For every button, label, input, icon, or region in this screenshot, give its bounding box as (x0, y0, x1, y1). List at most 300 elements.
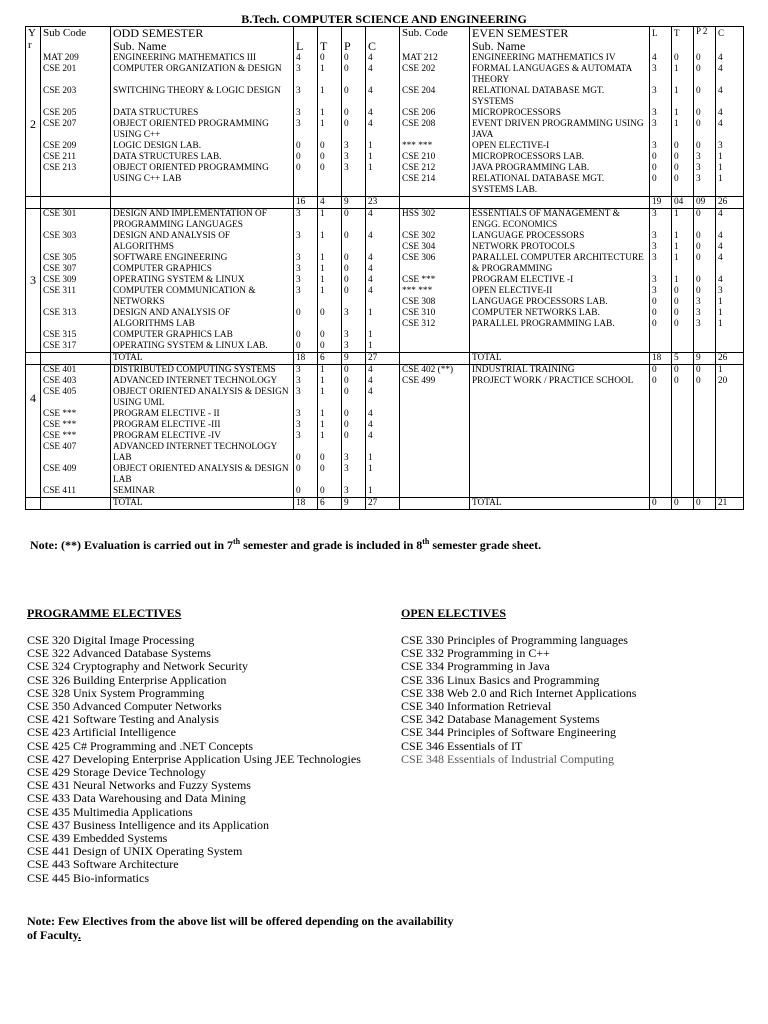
programme-electives-heading: PROGRAMME ELECTIVES (27, 606, 182, 620)
odd-code-text: CSE *** (43, 409, 77, 419)
even-t-text: 1 (674, 209, 679, 219)
odd-c-text: 4 (368, 64, 373, 74)
odd-l-text: 3 (296, 286, 301, 296)
year-cell (26, 365, 41, 388)
even-code-text: CSE *** (402, 275, 436, 285)
course-row (26, 308, 744, 330)
odd-name-text: OPERATING SYSTEM & LINUX LAB. (113, 341, 268, 351)
even-t-text: 1 (674, 86, 679, 96)
elective-item: CSE 336 Linux Basics and Programming (401, 672, 600, 687)
odd-t-text: 1 (320, 64, 325, 74)
even-p-text: 0 (696, 365, 701, 375)
odd-p-text: 0 (344, 231, 349, 241)
even-name-text: MICROPROCESSORS LAB. (472, 152, 585, 162)
odd-c-cell (366, 86, 400, 108)
even-l-cell (650, 197, 672, 209)
odd-p-text: 3 (344, 141, 349, 151)
odd-c-text: 4 (368, 86, 373, 96)
even-name-cell (470, 409, 650, 464)
even-code-text: CSE 202 (402, 64, 436, 74)
even-t-text: 0 (674, 376, 679, 386)
odd-t-text: 6 (320, 498, 325, 508)
even-p-cell (694, 387, 716, 409)
even-p-text: 3 (696, 319, 701, 329)
even-c-text: 1 (718, 308, 723, 318)
odd-t-text: 0 (320, 163, 325, 173)
odd-t-text: 1 (320, 108, 325, 118)
odd-name-text: DATA STRUCTURES LAB. (113, 152, 222, 162)
c-header: C (366, 27, 400, 54)
even-p-text: 0 (696, 253, 701, 263)
even-name-text: ENGINEERING MATHEMATICS IV (472, 53, 616, 63)
odd-name-cell (111, 197, 294, 209)
even-l-text: 0 (652, 498, 657, 508)
l-even-header: L (650, 27, 672, 54)
odd-code-cell (41, 308, 111, 330)
even-l-cell (650, 253, 672, 308)
odd-p-text: 3 (344, 330, 349, 340)
elective-item: CSE 350 Advanced Computer Networks (27, 699, 222, 714)
even-l-cell (650, 209, 672, 232)
odd-c-cell (366, 387, 400, 409)
even-p-text: 09 (696, 197, 706, 207)
odd-c-text: 4 (368, 286, 373, 296)
even-c-cell (716, 464, 744, 486)
faculty-note-period: . (78, 928, 81, 942)
odd-t-cell (318, 387, 342, 409)
l-header: L (294, 27, 318, 54)
odd-code-text: CSE 307 (43, 264, 77, 274)
year-cell (26, 387, 41, 409)
odd-p-text: 3 (344, 464, 349, 474)
year-text: 3 (30, 273, 36, 287)
odd-l-text: 0 (296, 163, 301, 173)
odd-p-text: 0 (344, 119, 349, 129)
note-text-a: Note: (**) Evaluation is carried out in 7 (30, 538, 233, 552)
even-code-cell (400, 108, 470, 141)
even-p-cell (694, 231, 716, 253)
odd-p-cell (342, 86, 366, 108)
odd-c-text: 4 (368, 119, 373, 129)
odd-l-cell (294, 330, 318, 353)
odd-c-text: 1 (368, 453, 373, 463)
odd-p-cell (342, 498, 366, 510)
even-c-text: 1 (718, 319, 723, 329)
odd-c-text: 4 (368, 387, 373, 397)
even-t-cell (672, 330, 694, 353)
even-l-text: 3 (652, 253, 657, 263)
odd-code-text: CSE 317 (43, 341, 77, 351)
course-row (26, 409, 744, 464)
odd-name-cell (111, 498, 294, 510)
odd-c-cell (366, 353, 400, 365)
even-semester-label: EVEN SEMESTER (472, 26, 569, 40)
odd-c-cell (366, 308, 400, 330)
odd-c-text: 1 (368, 308, 373, 318)
even-code-cell (400, 498, 470, 510)
odd-code-text: CSE 409 (43, 464, 77, 474)
even-code-text: CSE 204 (402, 86, 436, 96)
even-l-text: 3 (652, 119, 657, 129)
odd-name-cell (111, 209, 294, 232)
even-p-text: 0 (696, 86, 701, 96)
odd-name-text: TOTAL (113, 353, 143, 363)
even-t-cell (672, 365, 694, 388)
even-name-text: RELATIONAL DATABASE MGT. SYSTEMS LAB. (472, 174, 605, 195)
odd-l-text: 4 (296, 53, 301, 63)
odd-t-text: 1 (320, 365, 325, 375)
even-p-text: 0 (696, 209, 701, 219)
odd-p-cell (342, 409, 366, 464)
elective-item: CSE 421 Software Testing and Analysis (27, 712, 219, 727)
even-t-cell (672, 209, 694, 232)
even-p-cell (694, 486, 716, 498)
course-row (26, 330, 744, 353)
even-t-cell (672, 353, 694, 365)
odd-l-cell (294, 486, 318, 498)
even-c-text: 4 (718, 53, 723, 63)
even-code-text: CSE 402 (**) (402, 365, 454, 375)
year-header: Y r (26, 27, 41, 54)
odd-c-text: 4 (368, 264, 373, 274)
even-name-text: PARALLEL COMPUTER ARCHITECTURE & PROGRAMMING (472, 253, 644, 274)
sub-name-header: Sub. Name (113, 39, 167, 53)
year-cell (26, 486, 41, 498)
even-name-text: FORMAL LANGUAGES & AUTOMATA THEORY (472, 64, 632, 85)
odd-p-text: 3 (344, 163, 349, 173)
even-l-cell (650, 409, 672, 464)
even-code-text: CSE 306 (402, 253, 436, 263)
odd-t-cell (318, 197, 342, 209)
evaluation-note (30, 537, 541, 553)
even-code-text: MAT 212 (402, 53, 438, 63)
even-l-cell (650, 498, 672, 510)
odd-t-text: 1 (320, 86, 325, 96)
odd-c-text: 1 (368, 464, 373, 474)
odd-l-text: 3 (296, 409, 301, 419)
odd-t-text: 0 (320, 308, 325, 318)
even-name-text: LANGUAGE PROCESSORS LAB. (472, 297, 608, 307)
even-t-text: 1 (674, 275, 679, 285)
odd-p-text: 9 (344, 353, 349, 363)
even-code-cell (400, 308, 470, 330)
even-c-text: 4 (718, 242, 723, 252)
even-c-text: 1 (718, 163, 723, 173)
odd-code-text: CSE 403 (43, 376, 77, 386)
even-c-text: 26 (718, 197, 728, 207)
even-p-text: 3 (696, 163, 701, 173)
even-code-text: HSS 302 (402, 209, 436, 219)
year-text: 4 (30, 390, 36, 405)
odd-name-text: COMPUTER GRAPHICS LAB (113, 330, 233, 340)
odd-p-text: 0 (344, 387, 349, 397)
odd-name-text: ENGINEERING MATHEMATICS III (113, 53, 257, 63)
even-name-text: PROGRAM ELECTIVE -I (472, 275, 574, 285)
odd-p-text: 0 (344, 253, 349, 263)
even-c-text: 26 (718, 353, 728, 363)
odd-t-text: 1 (320, 376, 325, 386)
odd-code-cell (41, 353, 111, 365)
year-cell (26, 330, 41, 353)
odd-name-text: OBJECT ORIENTED ANALYSIS & DESIGN USING UML (113, 387, 289, 408)
even-t-text: 1 (674, 253, 679, 263)
even-code-cell (400, 365, 470, 388)
odd-c-text: 1 (368, 141, 373, 151)
even-p-cell (694, 108, 716, 141)
odd-c-cell (366, 53, 400, 86)
odd-l-text: 3 (296, 264, 301, 274)
odd-code-text: CSE *** (43, 420, 77, 430)
even-l-text: 3 (652, 209, 657, 219)
even-name-cell (470, 498, 650, 510)
odd-l-cell (294, 308, 318, 330)
even-name-cell (470, 486, 650, 498)
even-c-cell (716, 387, 744, 409)
even-code-cell (400, 231, 470, 253)
odd-t-text: 0 (320, 152, 325, 162)
even-p-text: 0 (696, 242, 701, 252)
year-cell (26, 353, 41, 365)
even-code-text: CSE 210 (402, 152, 436, 162)
odd-c-cell (366, 330, 400, 353)
even-name-text: TOTAL (472, 498, 502, 508)
course-row (26, 231, 744, 253)
odd-name-text: ADVANCED INTERNET TECHNOLOGY LAB (113, 442, 277, 463)
even-l-text: 0 (652, 174, 657, 184)
even-name-cell (470, 365, 650, 388)
odd-t-cell (318, 308, 342, 330)
even-l-text: 3 (652, 141, 657, 151)
odd-name-text: PROGRAM ELECTIVE -III (113, 420, 221, 430)
even-c-cell (716, 498, 744, 510)
odd-t-cell (318, 209, 342, 232)
odd-name-text: SEMINAR (113, 486, 155, 496)
even-l-cell (650, 387, 672, 409)
odd-name-cell (111, 231, 294, 253)
odd-code-text: MAT 209 (43, 53, 79, 63)
odd-t-text: 0 (320, 453, 325, 463)
odd-c-cell (366, 209, 400, 232)
odd-c-text: 4 (368, 253, 373, 263)
even-code-cell (400, 141, 470, 197)
even-t-text: 0 (674, 286, 679, 296)
even-l-text: 3 (652, 275, 657, 285)
odd-code-text: CSE 401 (43, 365, 77, 375)
course-row (26, 53, 744, 86)
even-c-text: 4 (718, 64, 723, 74)
odd-p-text: 0 (344, 286, 349, 296)
odd-p-text: 0 (344, 209, 349, 219)
even-p-text: 0 (696, 498, 701, 508)
even-code-text: CSE 206 (402, 108, 436, 118)
odd-l-text: 18 (296, 353, 306, 363)
odd-t-cell (318, 86, 342, 108)
elective-item: CSE 441 Design of UNIX Operating System (27, 844, 243, 859)
even-t-text: 1 (674, 242, 679, 252)
odd-p-text: 0 (344, 275, 349, 285)
odd-p-cell (342, 486, 366, 498)
even-code-cell (400, 197, 470, 209)
odd-t-text: 1 (320, 387, 325, 397)
even-name-text: PARALLEL PROGRAMMING LAB. (472, 319, 615, 329)
odd-t-cell (318, 141, 342, 197)
odd-l-text: 0 (296, 330, 301, 340)
even-l-cell (650, 86, 672, 108)
odd-code-text: CSE 209 (43, 141, 77, 151)
even-p-cell (694, 86, 716, 108)
even-t-cell (672, 498, 694, 510)
odd-code-text: CSE 205 (43, 108, 77, 118)
even-name-text: COMPUTER NETWORKS LAB. (472, 308, 600, 318)
even-name-cell (470, 86, 650, 108)
year-text: 2 (30, 117, 36, 131)
even-name-text: ESSENTIALS OF MANAGEMENT & ENGG. ECONOMICS (472, 209, 620, 230)
odd-c-text: 4 (368, 365, 373, 375)
odd-l-cell (294, 231, 318, 253)
odd-t-cell (318, 353, 342, 365)
odd-c-text: 4 (368, 275, 373, 285)
odd-c-text: 1 (368, 486, 373, 496)
year-cell (26, 498, 41, 510)
odd-c-text: 4 (368, 209, 373, 219)
odd-c-text: 4 (368, 420, 373, 430)
odd-name-text: OPERATING SYSTEM & LINUX (113, 275, 245, 285)
odd-c-text: 1 (368, 341, 373, 351)
odd-t-text: 4 (320, 197, 325, 207)
even-t-cell (672, 387, 694, 409)
even-l-cell (650, 308, 672, 330)
even-c-text: 1 (718, 365, 723, 375)
elective-item: CSE 443 Software Architecture (27, 857, 179, 872)
t-header: T (318, 27, 342, 54)
odd-code-cell (41, 486, 111, 498)
even-p-text: 3 (696, 174, 701, 184)
even-c-text: 4 (718, 86, 723, 96)
odd-p-cell (342, 108, 366, 141)
odd-code-text: CSE 211 (43, 152, 76, 162)
odd-c-cell (366, 409, 400, 464)
even-t-text: 0 (674, 319, 679, 329)
odd-t-cell (318, 365, 342, 388)
odd-l-cell (294, 53, 318, 86)
even-l-text: 4 (652, 53, 657, 63)
odd-c-text: 1 (368, 152, 373, 162)
even-c-cell (716, 253, 744, 308)
even-name-text: INDUSTRIAL TRAINING (472, 365, 575, 375)
even-p-text: 0 (696, 64, 701, 74)
even-l-text: 3 (652, 231, 657, 241)
even-t-cell (672, 53, 694, 86)
even-t-cell (672, 486, 694, 498)
even-p-text: 0 (696, 376, 701, 386)
odd-l-cell (294, 353, 318, 365)
odd-t-cell (318, 253, 342, 308)
odd-t-cell (318, 330, 342, 353)
odd-name-cell (111, 330, 294, 353)
odd-p-text: 0 (344, 409, 349, 419)
odd-p-text: 0 (344, 431, 349, 441)
even-l-text: 3 (652, 86, 657, 96)
odd-t-text: 1 (320, 264, 325, 274)
even-t-text: 0 (674, 53, 679, 63)
odd-l-text: 0 (296, 464, 301, 474)
even-p-text: 9 (696, 353, 701, 363)
even-c-text: 4 (718, 209, 723, 219)
odd-code-cell (41, 253, 111, 308)
even-t-text: 0 (674, 498, 679, 508)
even-code-text: CSE 310 (402, 308, 436, 318)
even-c-cell (716, 86, 744, 108)
odd-p-cell (342, 197, 366, 209)
odd-name-text: DESIGN AND ANALYSIS OF ALGORITHMS LAB (113, 308, 231, 329)
elective-item: CSE 429 Storage Device Technology (27, 765, 206, 780)
even-name-text: JAVA PROGRAMMING LAB. (472, 163, 590, 173)
even-name-cell (470, 53, 650, 86)
odd-l-cell (294, 464, 318, 486)
odd-name-text: DISTRIBUTED COMPUTING SYSTEMS (113, 365, 276, 375)
odd-p-text: 0 (344, 264, 349, 274)
even-name-text: NETWORK PROTOCOLS (472, 242, 575, 252)
even-c-text: 1 (718, 297, 723, 307)
even-code-cell (400, 209, 470, 232)
even-t-text: 1 (674, 231, 679, 241)
odd-name-text: DESIGN AND IMPLEMENTATION OF PROGRAMMING LANGUAGES (113, 209, 267, 230)
even-name-cell (470, 330, 650, 353)
odd-p-cell (342, 330, 366, 353)
elective-item: CSE 326 Building Enterprise Application (27, 672, 227, 687)
even-code-text: CSE 499 (402, 376, 436, 386)
even-p-cell (694, 308, 716, 330)
even-t-text: 04 (674, 197, 684, 207)
even-l-text: 19 (652, 197, 662, 207)
even-name-cell (470, 353, 650, 365)
odd-l-cell (294, 409, 318, 464)
year-cell (26, 231, 41, 253)
odd-t-cell (318, 464, 342, 486)
odd-code-text: CSE 405 (43, 387, 77, 397)
even-p-cell (694, 353, 716, 365)
odd-code-cell (41, 197, 111, 209)
odd-l-cell (294, 108, 318, 141)
odd-name-cell (111, 353, 294, 365)
even-c-text: 4 (718, 253, 723, 263)
odd-code-text: CSE 407 (43, 442, 77, 452)
odd-p-cell (342, 141, 366, 197)
odd-t-text: 1 (320, 431, 325, 441)
elective-item: CSE 346 Essentials of IT (401, 738, 523, 753)
course-row (26, 387, 744, 409)
elective-item: CSE 338 Web 2.0 and Rich Internet Applications (401, 685, 637, 700)
even-t-text: 5 (674, 353, 679, 363)
elective-item: CSE 445 Bio-informatics (27, 870, 149, 885)
odd-c-text: 1 (368, 330, 373, 340)
elective-item: CSE 433 Data Warehousing and Data Mining (27, 791, 246, 806)
even-name-text: EVENT DRIVEN PROGRAMMING USING JAVA (472, 119, 644, 140)
odd-t-text: 1 (320, 119, 325, 129)
elective-item: CSE 423 Artificial Intelligence (27, 725, 176, 740)
even-code-text: CSE 214 (402, 174, 436, 184)
odd-code-cell (41, 86, 111, 108)
even-t-text: 1 (674, 64, 679, 74)
odd-p-text: 3 (344, 308, 349, 318)
even-c-text: 4 (718, 119, 723, 129)
odd-c-text: 4 (368, 431, 373, 441)
odd-l-cell (294, 365, 318, 388)
odd-p-cell (342, 387, 366, 409)
course-row (26, 486, 744, 498)
even-t-cell (672, 141, 694, 197)
note-text-c: semester grade sheet. (429, 538, 542, 552)
